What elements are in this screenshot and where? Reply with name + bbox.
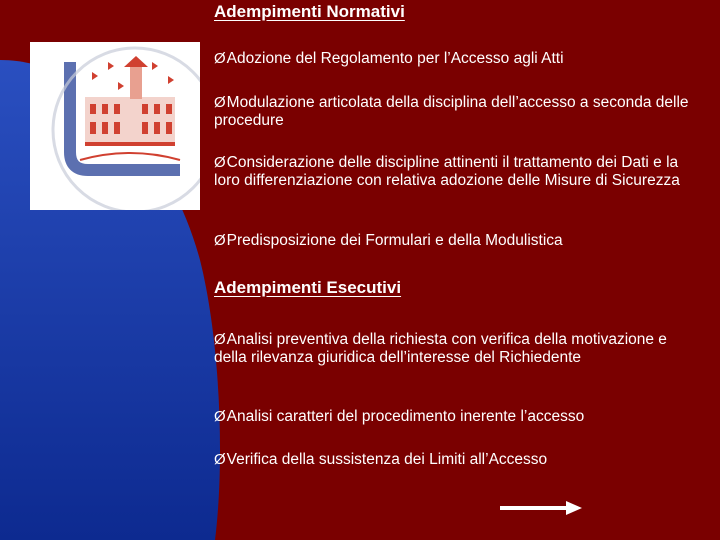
campidoglio-logo-icon (30, 42, 200, 210)
bullet-text: Analisi preventiva della richiesta con verifica della motivazione e della rilevanza giuridica dell’interesse del Richiedente (214, 331, 667, 366)
bullet-arrow-icon: Ø (214, 232, 226, 249)
bullet-arrow-icon: Ø (214, 408, 226, 425)
bullet-item (214, 408, 694, 426)
bullet-text: Predisposizione dei Formulari e della Modulistica (226, 232, 563, 249)
bullet-arrow-icon: Ø (214, 50, 226, 67)
bullet-arrow-icon: Ø (214, 154, 226, 171)
bullet-arrow-icon: Ø (214, 94, 226, 111)
next-arrow-icon[interactable] (498, 500, 586, 516)
bullet-text: Considerazione delle discipline attinenti il trattamento dei Dati e la loro differenziazione con relativa adozione delle Misure di Sicurezza (214, 154, 680, 189)
section-heading-normativi: Adempimenti Normativi (214, 2, 405, 21)
bullet-item (214, 50, 694, 68)
section-heading-esecutivi: Adempimenti Esecutivi (214, 278, 402, 297)
bullet-text: Adozione del Regolamento per l’Accesso agli Atti (226, 50, 564, 67)
bullet-text: Modulazione articolata della disciplina dell’accesso a seconda delle procedure (214, 94, 689, 129)
logo (30, 42, 200, 210)
bullet-item (214, 154, 694, 190)
bullet-text: Analisi caratteri del procedimento inerente l’accesso (226, 408, 585, 425)
bullet-arrow-icon: Ø (214, 451, 226, 468)
bullet-arrow-icon: Ø (214, 331, 226, 348)
bullet-text: Verifica della sussistenza dei Limiti all’Accesso (226, 451, 548, 468)
bullet-item (214, 331, 694, 367)
bullet-item (214, 232, 694, 250)
bullet-item (214, 94, 694, 130)
bullet-item (214, 451, 694, 469)
